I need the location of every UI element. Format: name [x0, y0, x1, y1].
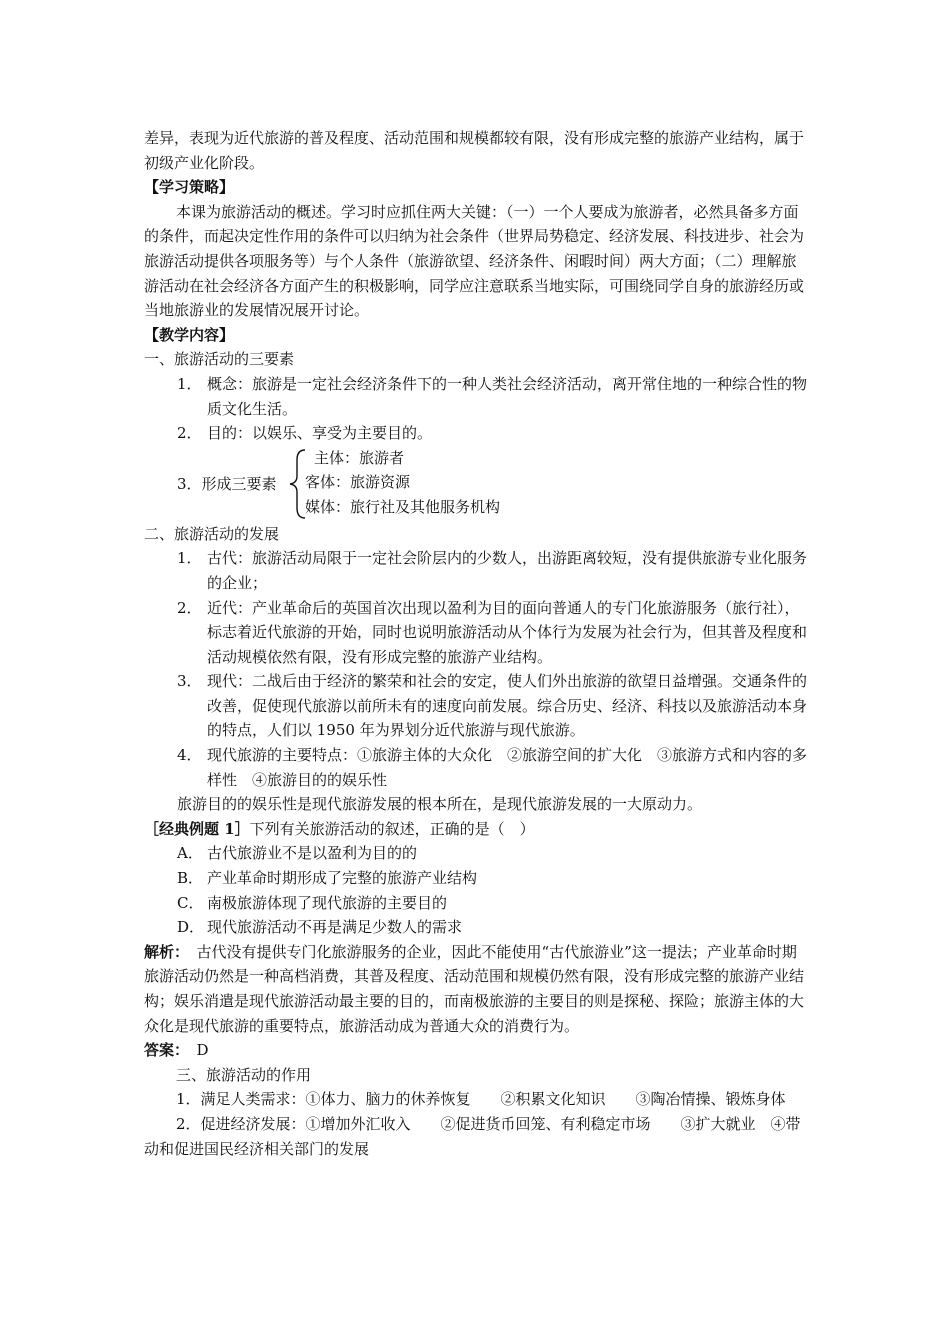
intro-paragraph: 差异，表现为近代旅游的普及程度、活动范围和规模都较有限，没有形成完整的旅游产业结构，属于初级产业化阶段。: [144, 129, 805, 172]
list-item: [177, 372, 808, 421]
answer-label: 答案：: [144, 1041, 182, 1060]
list-item: [177, 596, 808, 670]
item-number: 4．: [177, 746, 202, 765]
section3-title: 三、旅游活动的作用: [176, 1065, 312, 1084]
item-text: 目的：以娱乐、享受为主要目的。: [207, 424, 433, 443]
curly-brace-icon: [287, 448, 307, 520]
item-text: 现代：二战后由于经济的繁荣和社会的安定，使人们外出旅游的欲望日益增强。交通条件的改善，促使现代旅游以前所未有的速度向前发展。综合历史、经济、科技以及旅游活动本身的特点，人们以 1950 年为界划分近代旅游与现代旅游。: [207, 672, 808, 740]
list-item: [177, 743, 808, 792]
example-question: 下列有关旅游活动的叙述，正确的是（ ）: [249, 819, 535, 838]
item-number: 3．: [177, 474, 202, 493]
analysis-text: 古代没有提供专门化旅游服务的企业，因此不能使用“古代旅游业”这一提法；产业革命时期旅游活动仍然是一种高档消费，其普及程度、活动范围和规模仍然有限，没有形成完整的旅游产业结构；娱乐消遣是现代旅游活动最主要的目的，而南极旅游的主要目的则是探秘、探险；旅游主体的大众化是现代旅游的重要特点，旅游活动成为普通大众的消费行为。: [144, 942, 805, 1035]
list-item: 1．满足人类需求：①体力、脑力的休养恢复 ②积累文化知识 ③陶冶情操、锻炼身体: [176, 1090, 786, 1109]
option-text: 产业革命时期形成了完整的旅游产业结构: [207, 869, 478, 888]
element-medium: 媒体：旅行社及其他服务机构: [305, 497, 501, 516]
option-item: [177, 841, 808, 866]
item-number: 2．: [177, 598, 202, 617]
analysis-label: 解析：: [144, 942, 182, 961]
item-text: 形成三要素: [201, 474, 277, 493]
option-item: [177, 915, 808, 940]
section2-title: 二、旅游活动的发展: [144, 524, 280, 543]
option-text: 南极旅游体现了现代旅游的主要目的: [207, 893, 448, 912]
example-label: ［经典例题 1］: [144, 819, 250, 838]
item-text: 现代旅游的主要特点：①旅游主体的大众化 ②旅游空间的扩大化 ③旅游方式和内容的多样性 ④旅游目的的娱乐性: [207, 746, 808, 789]
list-item: 2．促进经济发展：①增加外汇收入 ②促进货币回笼、有利稳定市场 ③扩大就业 ④带动和促进国民经济相关部门的发展: [144, 1114, 801, 1158]
option-text: 古代旅游业不是以盈利为目的的: [207, 844, 418, 863]
item-text: 近代：产业革命后的英国首次出现以盈利为目的面向普通人的专门化旅游服务（旅行社），标志着近代旅游的开始，同时也说明旅游活动从个体行为发展为社会行为，但其普及程度和活动规模依然有限，没有形成完整的旅游产业结构。: [207, 598, 808, 666]
example-question-line: [144, 817, 808, 842]
document-page: [144, 126, 808, 1161]
three-elements-label: [177, 472, 277, 497]
analysis-paragraph: [144, 940, 808, 1038]
item-number: 3．: [177, 672, 202, 691]
option-text: 现代旅游活动不再是满足少数人的需求: [207, 918, 463, 937]
element-subject: 主体：旅游者: [314, 448, 405, 467]
strategy-heading: 【学习策略】: [144, 178, 235, 197]
item-text: 概念：旅游是一定社会经济条件下的一种人类社会经济活动，离开常住地的一种综合性的物质文化生活。: [207, 374, 808, 418]
list-item: [177, 669, 808, 743]
answer-value: D: [181, 1041, 209, 1060]
answer-line: [144, 1038, 808, 1063]
option-letter: D．: [177, 918, 205, 937]
option-letter: A．: [177, 844, 203, 863]
option-item: [177, 866, 808, 891]
option-item: [177, 891, 808, 916]
section1-title: 一、旅游活动的三要素: [144, 350, 295, 369]
list-item: [177, 421, 808, 446]
content-heading: 【教学内容】: [144, 325, 235, 344]
element-object: 客体：旅游资源: [305, 472, 411, 491]
item-number: 1．: [177, 549, 202, 568]
item-number: 2．: [177, 424, 202, 443]
list-item: [177, 546, 808, 595]
strategy-paragraph: 本课为旅游活动的概述。学习时应抓住两大关键：（一）一个人要成为旅游者，必然具备多方面的条件，而起决定性作用的条件可以归纳为社会条件（世界局势稳定、经济发展、科技进步、社会为旅游活动提供各项服务等）与个人条件（旅游欲望、经济条件、闲暇时间）两大方面；（二）理解旅游活动在社会经济各方面产生的积极影响，同学应注意联系当地实际，可围绕同学自身的旅游经历或当地旅游业的发展情况展开讨论。: [144, 202, 805, 320]
three-elements-group: [177, 446, 808, 522]
item-number: 1．: [177, 374, 202, 393]
option-letter: C．: [177, 893, 204, 912]
option-letter: B．: [177, 869, 204, 888]
item-text: 古代：旅游活动局限于一定社会阶层内的少数人，出游距离较短，没有提供旅游专业化服务的企业；: [207, 549, 808, 592]
section2-note: 旅游目的的娱乐性是现代旅游发展的根本所在，是现代旅游发展的一大原动力。: [177, 795, 703, 814]
